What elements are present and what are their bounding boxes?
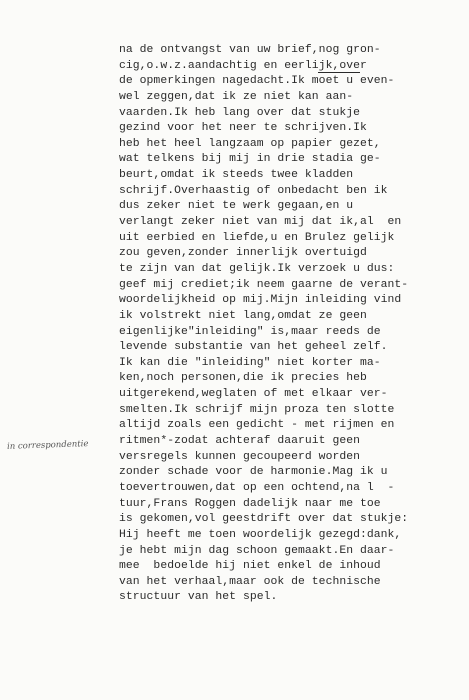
letter-line: wat telkens bij mij in drie stadia ge- — [119, 153, 381, 166]
letter-line: mee bedoelde hij niet enkel de inhoud — [119, 560, 381, 573]
underline-eerlijk — [318, 72, 360, 73]
letter-line: beurt,omdat ik steeds twee kladden — [119, 169, 354, 182]
letter-line: toevertrouwen,dat op een ochtend,na l - — [119, 481, 395, 494]
letter-line: altijd zoals een gedicht - met rijmen en — [119, 419, 395, 432]
letter-line: uitgerekend,weglaten of met elkaar ver- — [119, 388, 388, 401]
letter-line: woordelijkheid op mij.Mijn inleiding vind — [119, 294, 402, 307]
letter-line: zou geven,zonder innerlijk overtuigd — [119, 247, 367, 260]
letter-line: de opmerkingen nagedacht.Ik moet u even- — [119, 75, 395, 88]
letter-line: Ik kan die "inleiding" niet korter ma- — [119, 356, 381, 369]
letter-line: na de ontvangst van uw brief,nog gron- — [119, 44, 381, 56]
letter-line: cig,o.w.z.aandachtig en eerlijk,over — [119, 59, 367, 72]
letter-line: wel zeggen,dat ik ze niet kan aan- — [119, 90, 354, 103]
letter-line: verlangt zeker niet van mij dat ik,al en — [119, 216, 402, 229]
letter-line: gezind voor het neer te schrijven.Ik — [119, 122, 367, 135]
letter-line: uit eerbied en liefde,u en Brulez gelijk — [119, 231, 395, 244]
faint-bleed-through-heading — [0, 2, 469, 24]
letter-line: is gekomen,vol geestdrift over dat stukje: — [119, 513, 409, 526]
letter-line: heb het heel langzaam op papier gezet, — [119, 137, 381, 150]
letter-line: van het verhaal,maar ook de technische — [119, 575, 381, 588]
letter-line: geef mij crediet;ik neem gaarne de verant- — [119, 278, 409, 291]
letter-line: je hebt mijn dag schoon gemaakt.En daar- — [119, 544, 395, 557]
letter-line: levende substantie van het geheel zelf. — [119, 341, 388, 354]
letter-line: ken,noch personen,die ik precies heb — [119, 372, 367, 385]
letter-line: te zijn van dat gelijk.Ik verzoek u dus: — [119, 262, 395, 275]
letter-line: vaarden.Ik heb lang over dat stukje — [119, 106, 360, 119]
letter-line: ik volstrekt niet lang,omdat ze geen — [119, 309, 367, 322]
letter-line: schrijf.Overhaastig of onbedacht ben ik — [119, 184, 388, 197]
letter-line: smelten.Ik schrijf mijn proza ten slotte — [119, 403, 395, 416]
letter-line: eigenlijke"inleiding" is,maar reeds de — [119, 325, 381, 338]
letter-line: Hij heeft me toen woordelijk gezegd:dank, — [119, 528, 402, 541]
letter-line: versregels kunnen gecoupeerd worden — [119, 450, 360, 463]
letter-line: ritmen*-zodat achteraf daaruit geen — [119, 435, 360, 448]
letter-line: structuur van het spel. — [119, 591, 278, 604]
letter-line: dus zeker niet te werk gegaan,en u — [119, 200, 354, 213]
letter-line: tuur,Frans Roggen dadelijk naar me toe — [119, 497, 381, 510]
letter-line: zonder schade voor de harmonie.Mag ik u — [119, 466, 388, 479]
letter-body — [119, 43, 469, 606]
handwritten-margin-note: in correspondentie — [6, 439, 89, 452]
